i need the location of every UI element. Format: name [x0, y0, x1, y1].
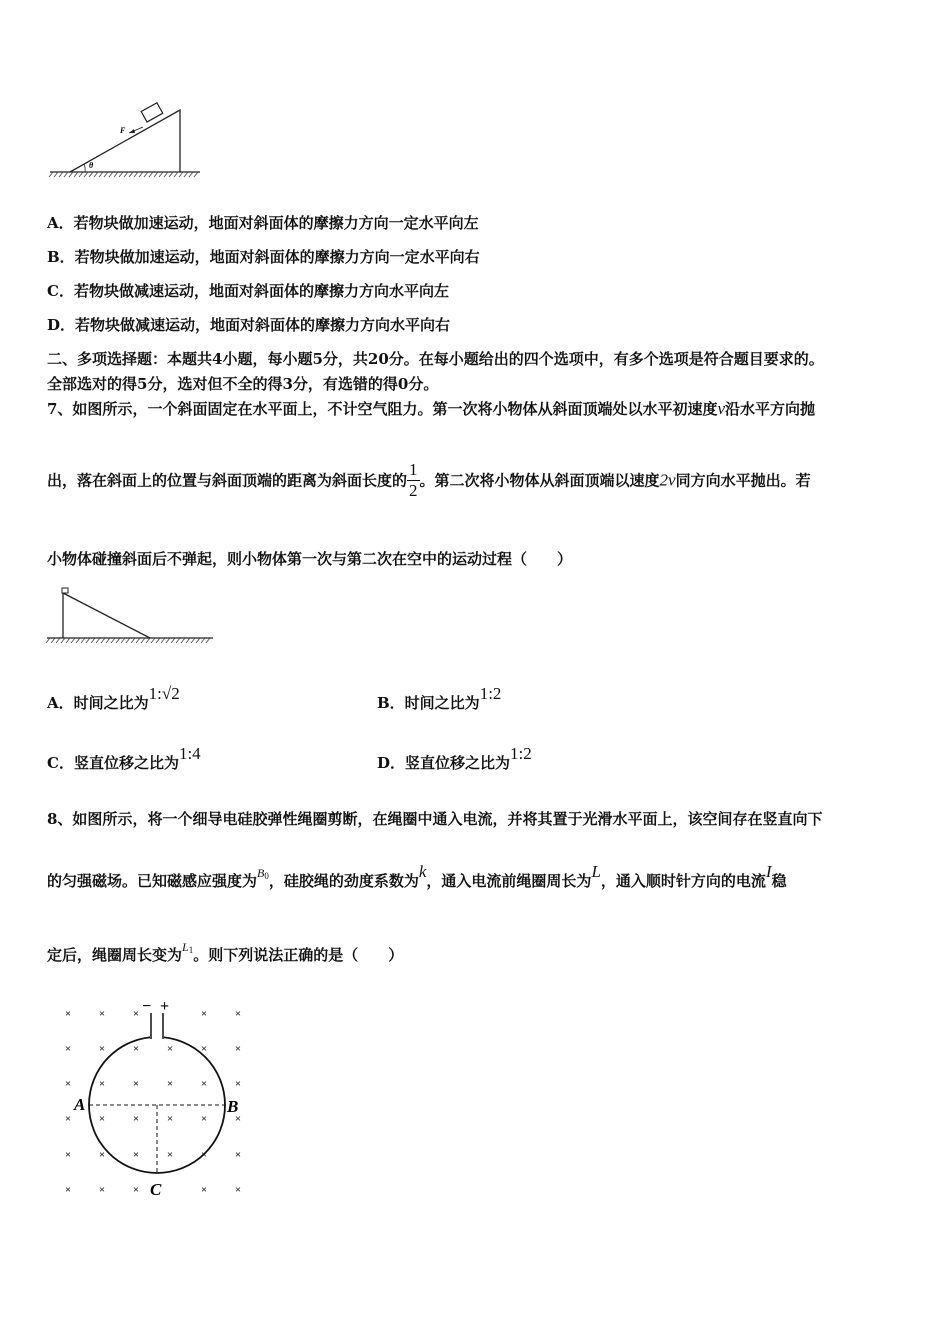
q8-line-2-d: ，通入顺时针方向的电流	[600, 872, 766, 890]
field-mark: ×	[234, 1149, 242, 1161]
option-c-text: C．竖直位移之比为	[47, 754, 179, 772]
option-a-text: A．时间之比为	[47, 694, 149, 712]
var-v: v	[717, 399, 725, 418]
field-mark: ×	[64, 1113, 72, 1125]
q8-i	[766, 862, 772, 881]
field-mark: ×	[64, 1149, 72, 1161]
field-mark: ×	[132, 1184, 140, 1196]
field-mark: ×	[132, 1008, 140, 1020]
var-i: I	[765, 862, 772, 881]
field-mark: ×	[98, 1078, 106, 1090]
field-mark: ×	[132, 1149, 140, 1161]
point-b-label: B	[227, 1097, 239, 1116]
field-mark: ×	[64, 1043, 72, 1055]
option-a-math: 1:√2	[148, 684, 180, 703]
q7-line-2-mid: 。第二次将小物体从斜面顶端以速度	[419, 471, 660, 490]
force-label: F	[120, 126, 126, 135]
field-mark: ×	[200, 1008, 208, 1020]
q8-k	[419, 862, 427, 881]
q7-option-c	[47, 744, 201, 773]
q7-line-2-start: 出，落在斜面上的位置与斜面顶端的距离为斜面长度的	[47, 471, 408, 490]
var-l1: L	[182, 940, 189, 954]
q8-line-3-a: 定后，绳圈周长变为	[47, 946, 183, 964]
point-a-label: A	[74, 1095, 86, 1114]
option-d-math: 1:2	[510, 744, 532, 763]
q8-line-2-a: 的匀强磁场。已知磁感应强度为	[47, 872, 258, 890]
incline-block-figure	[45, 100, 205, 180]
speed-2v: 2v	[659, 470, 676, 490]
q8-line-2-c: ，通入电流前绳圈周长为	[426, 872, 592, 890]
field-mark: ×	[166, 1149, 174, 1161]
field-mark: ×	[98, 1184, 106, 1196]
q8-b0	[257, 866, 269, 880]
q7-line-2	[47, 460, 811, 501]
frac-den: 2	[409, 481, 418, 500]
var-l: L	[591, 862, 601, 881]
field-mark: ×	[200, 1184, 208, 1196]
var-b: B	[257, 866, 265, 880]
field-mark: ×	[64, 1078, 72, 1090]
option-b-text: B．时间之比为	[377, 694, 480, 712]
minus-terminal-label: −	[142, 998, 152, 1015]
field-mark: ×	[166, 1113, 174, 1125]
q8-line-2	[47, 862, 787, 891]
section-2-line-1: 二、多项选择题：本题共4小题，每小题5分，共20分。在每小题给出的四个选项中，有多个选项是符合题目要求的。	[47, 350, 824, 368]
field-mark: ×	[200, 1043, 208, 1055]
q7-line-1	[47, 398, 815, 419]
field-mark: ×	[132, 1078, 140, 1090]
q8-line-3	[47, 940, 404, 965]
incline-figure	[45, 585, 215, 647]
field-mark: ×	[200, 1113, 208, 1125]
field-mark: ×	[234, 1008, 242, 1020]
q7-line-2-end: 同方向水平抛出。若	[675, 471, 811, 490]
q7-line-1-end: 沿水平方向抛	[725, 400, 816, 418]
option-d-text: D．竖直位移之比为	[377, 754, 511, 772]
var-l1-sub: 1	[188, 945, 194, 955]
q7-var-v	[717, 399, 725, 418]
field-mark: ×	[166, 1043, 174, 1055]
q6-option-d: D．若物块做减速运动，地面对斜面体的摩擦力方向水平向右	[47, 316, 451, 334]
q7-option-d	[377, 744, 532, 773]
plus-terminal-label: +	[160, 998, 170, 1015]
q7-line-1-text: 7、如图所示，一个斜面固定在水平面上，不计空气阻力。第一次将小物体从斜面顶端处以水平初速度	[47, 400, 718, 418]
q6-option-a: A．若物块做加速运动，地面对斜面体的摩擦力方向一定水平向左	[47, 214, 479, 232]
q8-line-2-e: 稳	[771, 872, 787, 890]
point-c-label: C	[150, 1180, 162, 1199]
field-mark: ×	[234, 1078, 242, 1090]
var-b-sub: 0	[264, 871, 269, 881]
current-loop-figure	[50, 995, 260, 1205]
q8-l	[591, 862, 600, 881]
q8-line-2-b: ，硅胶绳的劲度系数为	[268, 872, 419, 890]
q8-line-3-b: 。则下列说法正确的是（ ）	[193, 946, 404, 964]
field-mark: ×	[166, 1078, 174, 1090]
q7-option-a	[47, 684, 180, 713]
field-mark: ×	[200, 1149, 208, 1161]
field-mark: ×	[98, 1008, 106, 1020]
field-mark: ×	[234, 1113, 242, 1125]
field-mark: ×	[98, 1149, 106, 1161]
q7-option-b	[377, 684, 502, 713]
option-b-math: 1:2	[479, 684, 502, 703]
field-mark: ×	[234, 1184, 242, 1196]
field-mark: ×	[200, 1078, 208, 1090]
q7-line-3: 小物体碰撞斜面后不弹起，则小物体第一次与第二次在空中的运动过程（ ）	[47, 550, 573, 568]
frac-num: 1	[409, 460, 418, 479]
section-2-line-2: 全部选对的得5分，选对但不全的得3分，有选错的得0分。	[47, 375, 439, 393]
angle-label: θ	[89, 161, 94, 170]
q6-option-b: B．若物块做加速运动，地面对斜面体的摩擦力方向一定水平向右	[47, 248, 480, 266]
option-c-math: 1:4	[178, 744, 201, 763]
field-mark: ×	[64, 1184, 72, 1196]
var-k: k	[418, 862, 427, 881]
q6-option-c: C．若物块做减速运动，地面对斜面体的摩擦力方向水平向左	[47, 282, 449, 300]
q7-speed-2v	[660, 471, 676, 490]
q8-l1	[182, 940, 193, 954]
q8-line-1: 8、如图所示，将一个细导电硅胶弹性绳圈剪断，在绳圈中通入电流，并将其置于光滑水平面上，该空间存在竖直向下	[47, 810, 823, 828]
q7-fraction-half	[407, 460, 420, 501]
field-mark: ×	[234, 1043, 242, 1055]
field-mark: ×	[98, 1113, 106, 1125]
field-mark: ×	[98, 1043, 106, 1055]
field-mark: ×	[64, 1008, 72, 1020]
field-mark: ×	[132, 1043, 140, 1055]
field-mark: ×	[132, 1113, 140, 1125]
